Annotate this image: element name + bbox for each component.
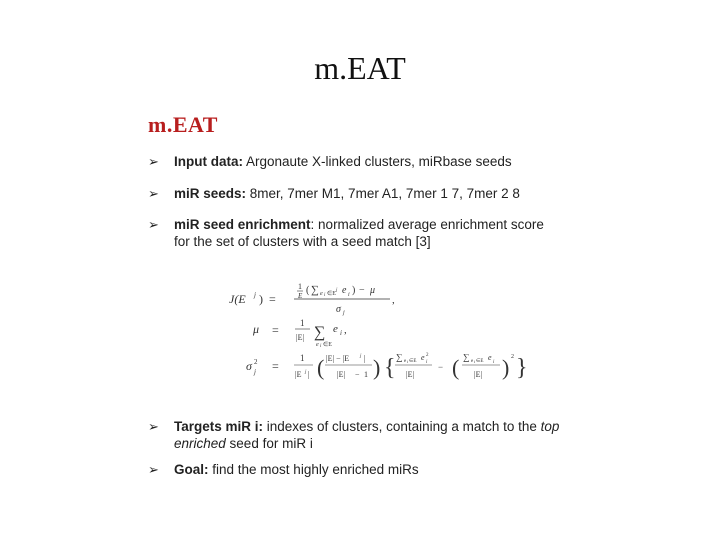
- svg-text:1: 1: [364, 370, 368, 379]
- bullet-text: seed for miR i: [225, 436, 313, 451]
- slide-title: m.EAT: [314, 50, 406, 86]
- svg-text:σ: σ: [246, 359, 252, 373]
- svg-text:i: i: [474, 359, 476, 364]
- svg-text:=: =: [272, 323, 279, 337]
- svg-text:i: i: [426, 360, 428, 365]
- svg-text:(: (: [317, 355, 325, 380]
- svg-text:,: ,: [392, 294, 395, 306]
- bullet-text: indexes of clusters, containing a match to the: [263, 419, 541, 434]
- svg-text:e: e: [471, 359, 474, 364]
- bullet-text: : normalized average enrichment score: [310, 217, 544, 232]
- bullet-italic: top: [540, 419, 560, 434]
- bullet-text-line2: for the set of clusters with a seed match [3]: [174, 234, 431, 249]
- svg-text:): ): [373, 355, 381, 380]
- svg-text:μ: μ: [253, 322, 260, 336]
- svg-text:|E|: |E|: [337, 370, 346, 379]
- svg-text:e: e: [342, 285, 347, 296]
- bullet-label: Targets miR i:: [174, 419, 264, 434]
- arrow-bullet-icon: ➢: [148, 154, 159, 169]
- bullet-text: Argonaute X-linked clusters, miRbase seeds: [243, 154, 512, 169]
- svg-text:=: =: [269, 292, 276, 306]
- svg-text:σ: σ: [336, 304, 341, 315]
- svg-text:|: |: [364, 354, 366, 363]
- arrow-bullet-icon: ➢: [148, 419, 159, 434]
- svg-text:|E|: |E|: [406, 370, 415, 379]
- svg-text:e: e: [421, 353, 425, 362]
- arrow-bullet-icon: ➢: [148, 186, 159, 201]
- svg-text:,: ,: [344, 324, 347, 336]
- svg-text:=: =: [272, 359, 279, 373]
- svg-text:−: −: [355, 370, 360, 379]
- svg-text:i: i: [340, 329, 342, 337]
- svg-text:∈E: ∈E: [327, 291, 336, 297]
- bullet-text: find the most highly enriched miRs: [208, 462, 419, 477]
- svg-text:1: 1: [298, 282, 302, 291]
- svg-text:e: e: [333, 323, 338, 335]
- svg-text:e: e: [404, 359, 407, 364]
- svg-text:|E| − |E: |E| − |E: [326, 354, 350, 363]
- svg-text:e: e: [320, 291, 323, 297]
- svg-text:∈E: ∈E: [323, 342, 332, 348]
- svg-text:): ): [259, 292, 263, 306]
- svg-text:j: j: [343, 310, 345, 316]
- svg-text:∑: ∑: [396, 352, 403, 362]
- svg-text:μ: μ: [370, 285, 376, 296]
- bullet-goal: [148, 461, 618, 478]
- bullet-label: Input data:: [174, 154, 243, 169]
- svg-text:∑: ∑: [314, 324, 326, 341]
- bullet-italic: enriched: [174, 436, 226, 451]
- arrow-bullet-icon: ➢: [148, 217, 159, 232]
- bullet-targets: [148, 418, 618, 452]
- svg-text:i: i: [320, 344, 322, 349]
- meat-logo: m.EAT: [148, 112, 218, 137]
- arrow-bullet-icon: ➢: [148, 462, 159, 477]
- svg-text:2: 2: [426, 353, 429, 358]
- svg-text:|E|: |E|: [474, 370, 483, 379]
- svg-text:|: |: [308, 370, 310, 379]
- svg-text:i: i: [407, 359, 409, 364]
- svg-text:): ): [352, 285, 356, 296]
- svg-text:∈E: ∈E: [409, 359, 417, 364]
- svg-text:(: (: [452, 355, 460, 380]
- svg-text:1: 1: [300, 318, 305, 328]
- bullet-label: Goal:: [174, 462, 209, 477]
- bullet-label: miR seeds:: [174, 186, 247, 201]
- svg-text:E: E: [298, 292, 303, 300]
- svg-text:j: j: [254, 368, 256, 376]
- svg-text:i: i: [324, 293, 326, 298]
- bullet-label: miR seed enrichment: [174, 217, 311, 232]
- svg-text:∈E: ∈E: [476, 359, 484, 364]
- svg-text:i: i: [348, 292, 350, 298]
- svg-text:j: j: [254, 291, 256, 299]
- svg-text:j: j: [336, 288, 338, 293]
- svg-text:−: −: [359, 285, 365, 296]
- svg-text:2: 2: [254, 358, 258, 366]
- svg-text:(: (: [306, 285, 310, 296]
- svg-text:): ): [502, 355, 510, 380]
- formula-j-lhs: J(E: [229, 292, 246, 306]
- svg-text:j: j: [305, 370, 307, 375]
- svg-text:∑: ∑: [311, 284, 319, 296]
- svg-text:−: −: [438, 362, 444, 372]
- svg-text:e: e: [488, 353, 492, 362]
- svg-text:∑: ∑: [463, 352, 470, 362]
- svg-text:2: 2: [511, 354, 514, 360]
- svg-text:}: }: [516, 355, 528, 381]
- svg-text:{: {: [384, 355, 396, 381]
- bullet-text: 8mer, 7mer M1, 7mer A1, 7mer 1 7, 7mer 2 8: [246, 186, 520, 201]
- svg-text:i: i: [493, 360, 495, 365]
- svg-text:|E|: |E|: [296, 333, 305, 342]
- svg-text:e: e: [316, 342, 319, 348]
- svg-text:|E: |E: [295, 370, 302, 379]
- svg-text:j: j: [360, 354, 362, 359]
- svg-text:1: 1: [300, 353, 305, 363]
